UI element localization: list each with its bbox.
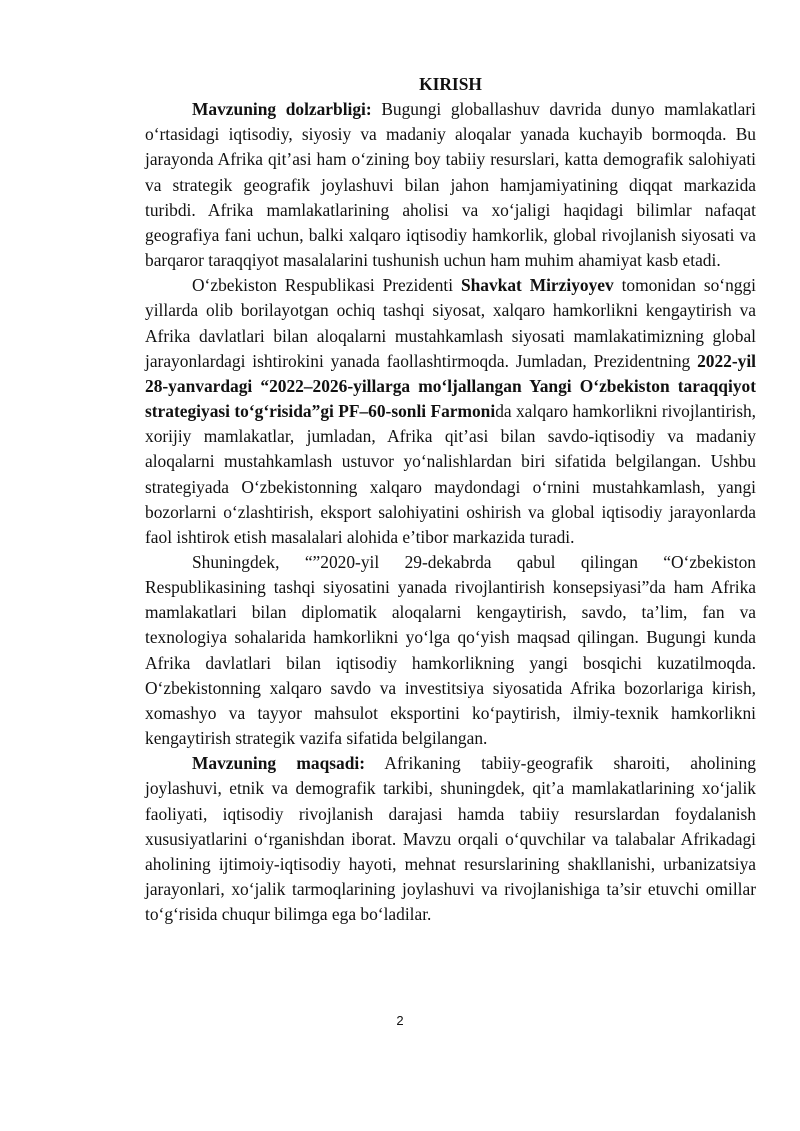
- document-page: [145, 72, 756, 927]
- paragraph-relevance: [145, 97, 756, 273]
- goal-label: Mavzuning maqsadi:: [192, 753, 366, 774]
- paragraph-president: [145, 273, 756, 550]
- relevance-label: Mavzuning dolzarbligi:: [192, 99, 372, 120]
- concept-text: Shuningdek, “”2020-yil 29-dekabrda qabul qilingan “O‘zbekiston Respublikasining tashqi siyosatini yanada rivojlantirish konsepsiyasi”da ham Afrika mamlakatlari bilan diplomatik aloqalarni kengaytirish, savdo, ta’lim, fan va texnologiya sohalarida hamkorlikni yo‘lga qo‘yish maqsad qilingan. Bugungi kunda Afrika davlatlari bilan iqtisodiy hamkorlikning yangi bosqichi kuzatilmoqda. O‘zbekistonning xalqaro savdo va investitsiya siyosatida Afrika bozorlariga kirish, xomashyo va tayyor mahsulot eksportini ko‘paytirish, ilmiy-texnik hamkorlikni kengaytirish strategik vazifa sifatida belgilangan.: [145, 551, 756, 749]
- president-text-c: da xalqaro hamkorlikni rivojlantirish, xorijiy mamlakatlar, jumladan, Afrika qit’asi bilan savdo-iqtisodiy va madaniy aloqalarni mustahkamlash ustuvor yo‘nalishlardan biri sifatida belgilangan. Ushbu strategiyada O‘zbekistonning xalqaro maydondagi o‘rnini mustahkamlash, yangi bozorlarni o‘zlashtirish, eksport salohiyatini oshirish va global iqtisodiy jarayonlarda faol ishtirok etish masalalari alohida e’tibor markazida turadi.: [145, 401, 757, 547]
- relevance-text: Bugungi globallashuv davrida dunyo mamlakatlari o‘rtasidagi iqtisodiy, siyosiy va madaniy aloqalar yanada kuchayib bormoqda. Bu jarayonda Afrika qit’asi ham o‘zining boy tabiiy resurslari, katta demografik salohiyati va strategik geografik joylashuvi bilan jahon hamjamiyatining diqqat markazida turibdi. Afrika mamlakatlarining aholisi va xo‘jaligi haqidagi bilimlar nafaqat geografiya fani uchun, balki xalqaro iqtisodiy hamkorlik, global rivojlanish siyosati va barqaror taraqqiyot masalalarini tushunish uchun ham muhim ahamiyat kasb etadi.: [145, 99, 756, 271]
- goal-text: Afrikaning tabiiy-geografik sharoiti, aholining joylashuvi, etnik va demografik tarkibi, shuningdek, qit’a mamlakatlarining xo‘jalik faoliyati, iqtisodiy rivojlanish darajasi hamda tabiiy resurslardan foydalanish xususiyatlarini o‘rganishdan iborat. Mavzu orqali o‘quvchilar va talabalar Afrikadagi aholining ijtimoiy-iqtisodiy hayoti, mehnat resurslarining shakllanishi, urbanizatsiya jarayonlari, xo‘jalik tarmoqlarining joylashuvi va rivojlanishiga ta’sir etuvchi omillar to‘g‘risida chuqur bilimga ega bo‘ladilar.: [145, 753, 756, 925]
- page-title: KIRISH: [419, 74, 482, 94]
- paragraph-concept: [145, 550, 756, 751]
- paragraph-goal: [145, 751, 756, 927]
- president-name: Shavkat Mirziyoyev: [460, 275, 614, 296]
- president-text-a: O‘zbekiston Respublikasi Prezidenti: [192, 275, 461, 296]
- president-text-b: tomonidan so‘nggi yillarda olib borilayotgan ochiq tashqi siyosat, xalqaro hamkorlikni kengaytirish va Afrika davlatlari bilan aloqalarni mustahkamlash siyosati mamlakatimizning global jarayonlardagi ishtirokini yanada faollashtirmoqda. Jumladan, Prezidentning: [145, 275, 756, 371]
- page-number: 2: [396, 1013, 404, 1028]
- decree-title: 2022-yil 28-yanvardagi “2022–2026-yillarga mo‘ljallangan Yangi O‘zbekiston taraqqiyot strategiyasi to‘g‘risida”gi PF–60-sonli Farmoni: [145, 350, 756, 422]
